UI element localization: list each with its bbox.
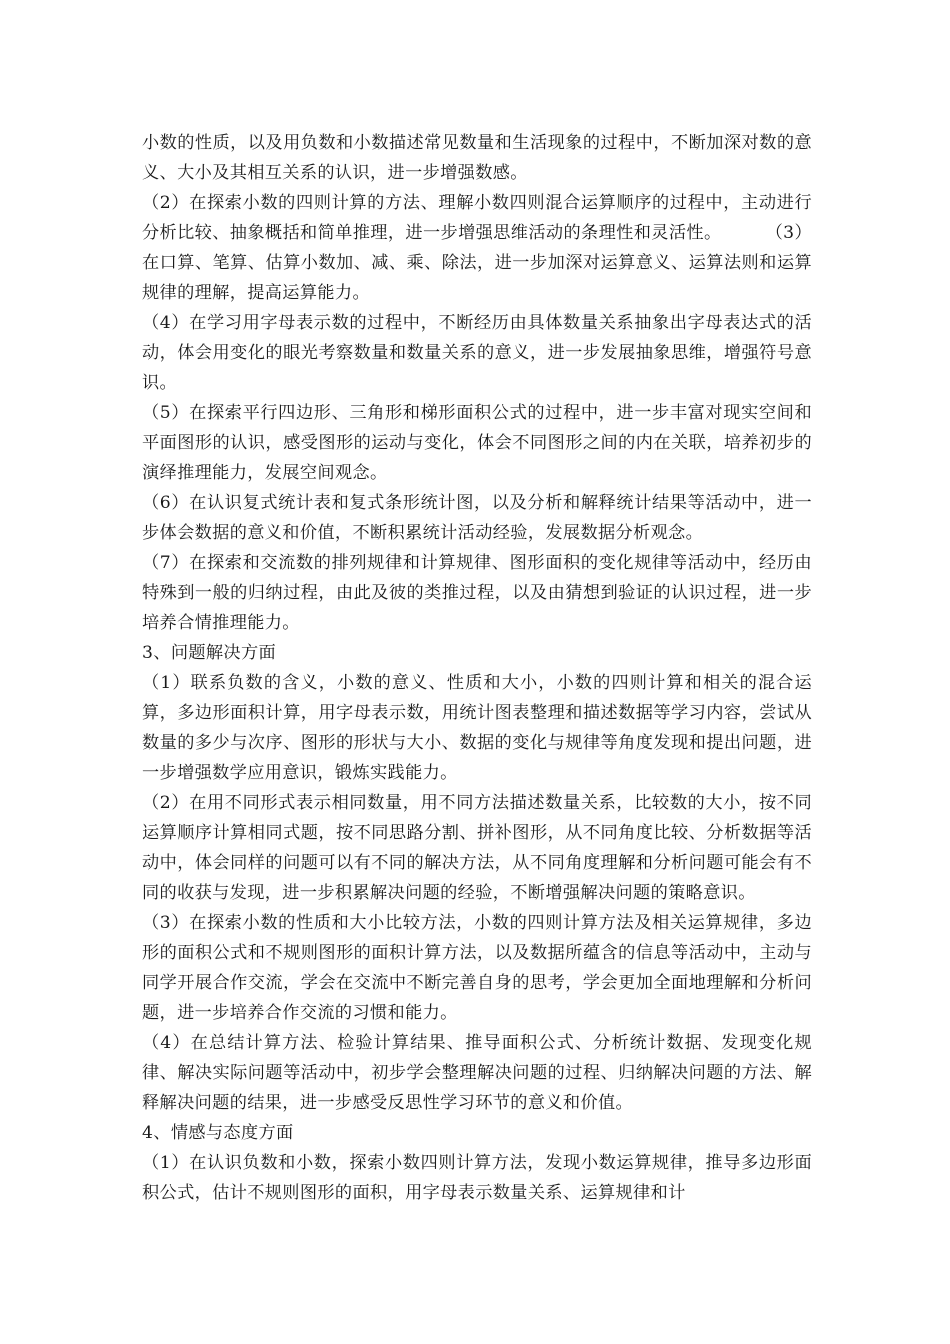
paragraph-intro: 小数的性质，以及用负数和小数描述常见数量和生活现象的过程中，不断加深对数的意义、大小及其相互关系的认识，进一步增强数感。 bbox=[142, 133, 812, 183]
section-heading-problem-solving: 3、问题解决方面 bbox=[142, 643, 277, 663]
paragraph-3-4: （4）在总结计算方法、检验计算结果、推导面积公式、分析统计数据、发现变化规律、解决实际问题等活动中，初步学会整理解决问题的过程、归纳解决问题的方法、解释解决问题的结果，进一步感受反思性学习环节的意义和价值。 bbox=[142, 1033, 812, 1113]
paragraph-3-2: （2）在用不同形式表示相同数量，用不同方法描述数量关系，比较数的大小，按不同运算顺序计算相同式题，按不同思路分割、拼补图形，从不同角度比较、分析数据等活动中，体会同样的问题可以有不同的解决方法，从不同角度理解和分析问题可能会有不同的收获与发现，进一步积累解决问题的经验，不断增强解决问题的策略意识。 bbox=[142, 793, 812, 903]
paragraph-2-1-text: （2）在探索小数的四则计算的方法、理解小数四则混合运算顺序的过程中，主动进行分析比较、抽象概括和简单推理，进一步增强思维活动的条理性和灵活性。 bbox=[142, 193, 812, 243]
document-page bbox=[142, 128, 812, 1208]
paragraph-2-7: （7）在探索和交流数的排列规律和计算规律、图形面积的变化规律等活动中，经历由特殊到一般的归纳过程，由此及彼的类推过程，以及由猜想到验证的认识过程，进一步培养合情推理能力。 bbox=[142, 553, 812, 633]
section-heading-emotion-attitude: 4、情感与态度方面 bbox=[142, 1123, 294, 1143]
paragraph-2-2-text: （3）在口算、笔算、估算小数加、减、乘、除法，进一步加深对运算意义、运算法则和运算规律的理解，提高运算能力。 bbox=[142, 223, 812, 303]
paragraph-3-1: （1）联系负数的含义，小数的意义、性质和大小，小数的四则计算和相关的混合运算，多边形面积计算，用字母表示数，用统计图表整理和描述数据等学习内容，尝试从数量的多少与次序、图形的形状与大小、数据的变化与规律等角度发现和提出问题，进一步增强数学应用意识，锻炼实践能力。 bbox=[142, 673, 812, 783]
paragraph-2-5: （5）在探索平行四边形、三角形和梯形面积公式的过程中，进一步丰富对现实空间和平面图形的认识，感受图形的运动与变化，体会不同图形之间的内在关联，培养初步的演绎推理能力，发展空间观念。 bbox=[142, 403, 812, 483]
paragraph-2-1 bbox=[142, 188, 812, 308]
paragraph-4-1: （1）在认识负数和小数，探索小数四则计算方法，发现小数运算规律，推导多边形面积公式，估计不规则图形的面积，用字母表示数量关系、运算规律和计 bbox=[142, 1153, 812, 1203]
paragraph-3-3: （3）在探索小数的性质和大小比较方法，小数的四则计算方法及相关运算规律，多边形的面积公式和不规则图形的面积计算方法，以及数据所蕴含的信息等活动中，主动与同学开展合作交流，学会在交流中不断完善自身的思考，学会更加全面地理解和分析问题，进一步培养合作交流的习惯和能力。 bbox=[142, 913, 812, 1023]
paragraph-2-4: （4）在学习用字母表示数的过程中，不断经历由具体数量关系抽象出字母表达式的活动，体会用变化的眼光考察数量和数量关系的意义，进一步发展抽象思维，增强符号意识。 bbox=[142, 313, 812, 393]
paragraph-2-6: （6）在认识复式统计表和复式条形统计图，以及分析和解释统计结果等活动中，进一步体会数据的意义和价值，不断积累统计活动经验，发展数据分析观念。 bbox=[142, 493, 812, 543]
